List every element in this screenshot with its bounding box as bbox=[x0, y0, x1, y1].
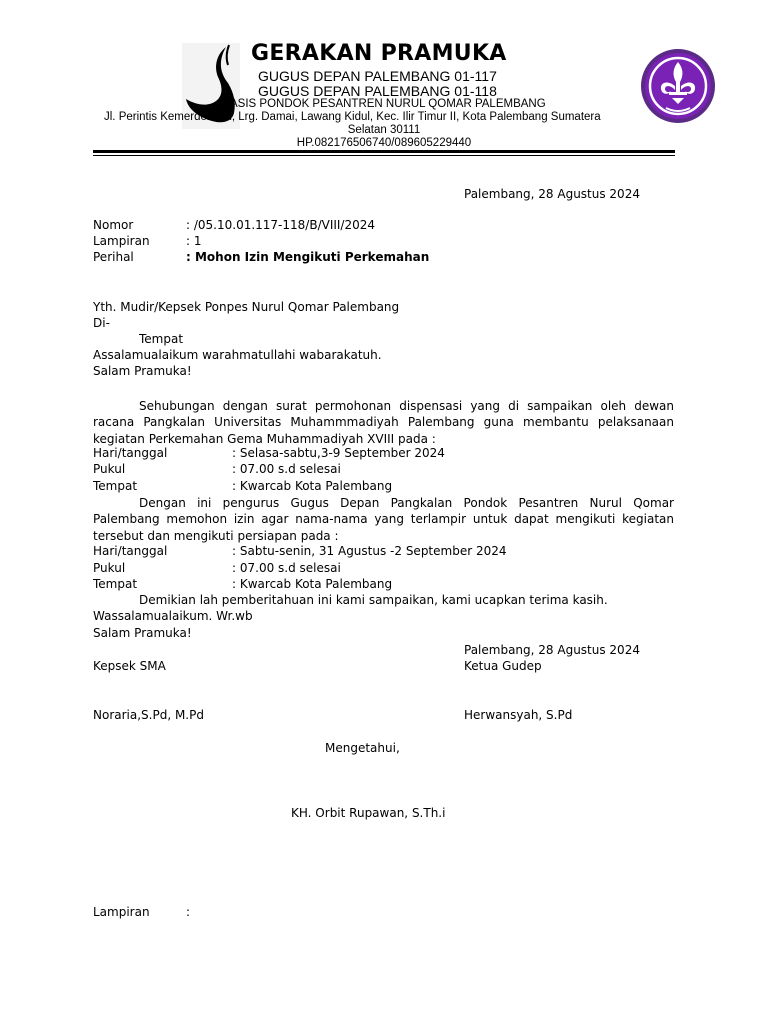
letterhead-rule-thick bbox=[93, 150, 675, 153]
schedule1-time-value: : 07.00 s.d selesai bbox=[232, 462, 341, 476]
paragraph-1: Sehubungan dengan surat permohonan dispensasi yang di sampaikan oleh dewan racana Pangkalan Universitas Muhammmadiyah Palembang guna membantu pelaksanaan kegiatan Perkemahan Gema Muhammadiyah XVIII pada : bbox=[93, 399, 674, 446]
nomor-label: Nomor bbox=[93, 218, 134, 232]
closing-line-2: Wassalamualaikum. Wr.wb bbox=[93, 609, 253, 623]
signature-right-name: Herwansyah, S.Pd bbox=[464, 708, 573, 722]
schedule1-time-label: Pukul bbox=[93, 462, 126, 476]
attachment-label: Lampiran bbox=[93, 905, 150, 919]
phone: HP.082176506740/089605229440 bbox=[296, 137, 472, 149]
signature-center-name: KH. Orbit Rupawan, S.Th.i bbox=[291, 806, 446, 820]
lampiran-label: Lampiran bbox=[93, 234, 150, 248]
signature-left-role: Kepsek SMA bbox=[93, 659, 166, 673]
acknowledge-label: Mengetahui, bbox=[325, 741, 400, 755]
schedule1-day-label: Hari/tanggal bbox=[93, 446, 168, 460]
schedule1-place-value: : Kwarcab Kota Palembang bbox=[232, 479, 393, 493]
schedule2-day-value: : Sabtu-senin, 31 Agustus -2 September 2024 bbox=[232, 544, 507, 558]
recipient-line-2: Di- bbox=[93, 316, 110, 330]
base-name: BASIS PONDOK PESANTREN NURUL QOMAR PALEMBANG bbox=[222, 98, 546, 110]
signature-left-name: Noraria,S.Pd, M.Pd bbox=[93, 708, 204, 722]
schedule2-time-value: : 07.00 s.d selesai bbox=[232, 561, 341, 575]
schedule2-time-label: Pukul bbox=[93, 561, 126, 575]
closing-line-1: Demikian lah pemberitahuan ini kami sampaikan, kami ucapkan terima kasih. bbox=[139, 593, 608, 607]
schedule1-day-value: : Selasa-sabtu,3-9 September 2024 bbox=[232, 446, 445, 460]
perihal-label: Perihal bbox=[93, 250, 134, 264]
nomor-value: : /05.10.01.117-118/B/VIII/2024 bbox=[186, 218, 376, 232]
schedule2-place-value: : Kwarcab Kota Palembang bbox=[232, 577, 393, 591]
greeting-salam: Assalamualaikum warahmatullahi wabarakatuh. bbox=[93, 348, 382, 362]
scout-fleur-de-lis-icon bbox=[640, 48, 716, 124]
letterhead-rule-thin bbox=[93, 155, 675, 156]
schedule1-place-label: Tempat bbox=[93, 479, 138, 493]
signature-date: Palembang, 28 Agustus 2024 bbox=[464, 643, 640, 657]
wosm-emblem bbox=[640, 48, 716, 124]
recipient-line-1: Yth. Mudir/Kepsek Ponpes Nurul Qomar Palembang bbox=[93, 300, 400, 314]
signature-right-role: Ketua Gudep bbox=[464, 659, 542, 673]
greeting-pramuka: Salam Pramuka! bbox=[93, 364, 192, 378]
org-title: GERAKAN PRAMUKA bbox=[251, 41, 507, 66]
address-line-1: Jl. Perintis Kemerdekaan, Lrg. Damai, Lawang Kidul, Kec. Ilir Timur II, Kota Palembang Sumatera bbox=[104, 111, 601, 123]
paragraph-2: Dengan ini pengurus Gugus Depan Pangkalan Pondok Pesantren Nurul Qomar Palembang memohon izin agar nama-nama yang terlampir untuk dapat mengikuti kegiatan tersebut dan mengikuti persiapan pada : bbox=[93, 496, 674, 543]
lampiran-value: : 1 bbox=[186, 234, 202, 248]
attachment-value: : bbox=[186, 905, 191, 919]
closing-line-3: Salam Pramuka! bbox=[93, 626, 192, 640]
address-line-2: Selatan 30111 bbox=[347, 124, 421, 136]
recipient-line-3: Tempat bbox=[139, 332, 184, 346]
unit-1: GUGUS DEPAN PALEMBANG 01-117 bbox=[258, 68, 497, 84]
schedule2-day-label: Hari/tanggal bbox=[93, 544, 168, 558]
perihal-value: : Mohon Izin Mengikuti Perkemahan bbox=[186, 250, 430, 264]
unit-2: GUGUS DEPAN PALEMBANG 01-118 bbox=[258, 83, 497, 99]
letter-date: Palembang, 28 Agustus 2024 bbox=[464, 187, 640, 201]
schedule2-place-label: Tempat bbox=[93, 577, 138, 591]
